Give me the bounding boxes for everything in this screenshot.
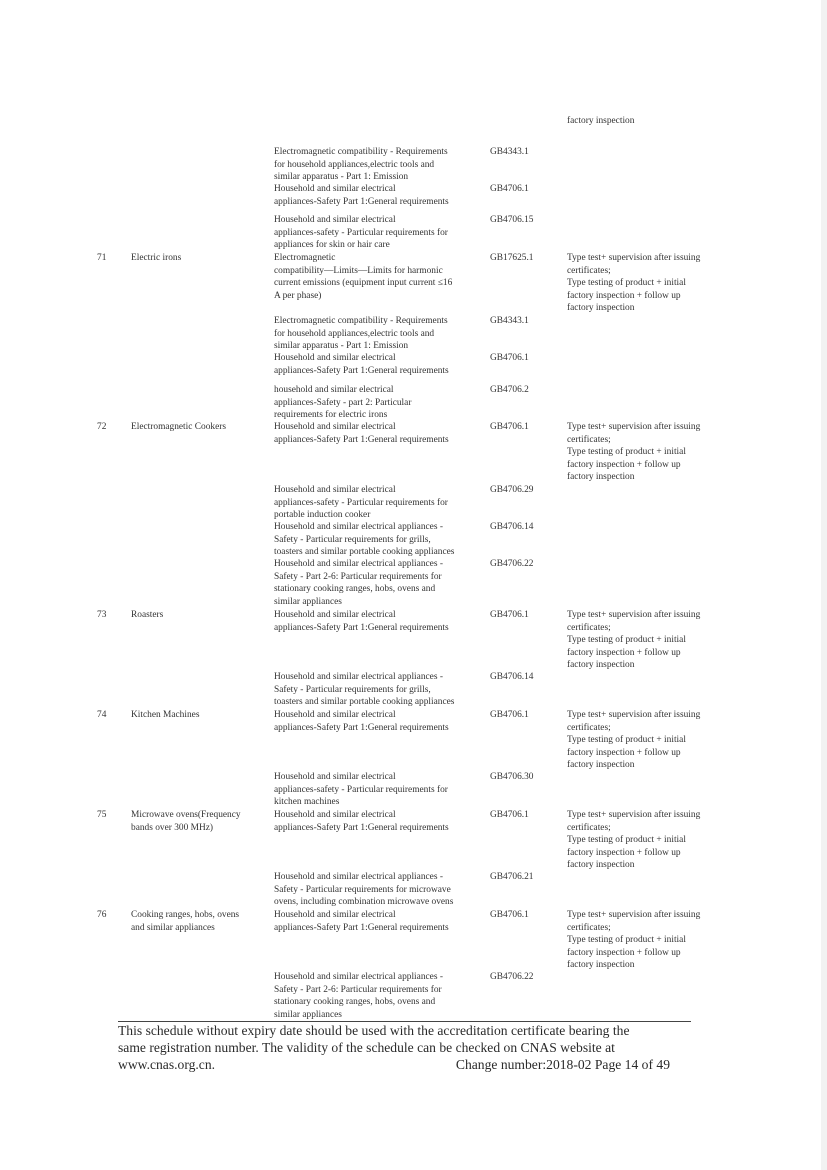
certification-rule: Type test+ supervision after issuing certificates; Type testing of product + initial factory inspection + follow up factory inspection: [567, 422, 701, 482]
change-number: 2018-02: [546, 1057, 592, 1072]
standard-title: Household and similar electrical appliances-Safety Part 1:General requirements: [274, 353, 449, 376]
standard-code: GB4706.1: [490, 610, 529, 620]
footer-line-1: This schedule without expiry date should be used with the accreditation certificate bearing the: [118, 1023, 630, 1038]
standard-title: Household and similar electrical appliances-safety - Particular requirements for appliances for skin or hair care: [274, 215, 448, 250]
standard-code: GB4706.1: [490, 422, 529, 432]
footer-change-info: [456, 1056, 670, 1073]
standard-title: Household and similar electrical appliances - Safety - Particular requirements for grills, toasters and similar portable cooking appliances: [274, 672, 455, 707]
row-number: 72: [97, 422, 107, 432]
standard-code: GB4706.1: [490, 353, 529, 363]
standard-code: GB4706.15: [490, 215, 534, 225]
page-edge: [821, 0, 827, 1170]
certification-rule: Type test+ supervision after issuing certificates; Type testing of product + initial factory inspection + follow up factory inspection: [567, 710, 701, 770]
standard-title: Household and similar electrical appliances - Safety - Particular requirements for grills, toasters and similar portable cooking appliances: [274, 522, 455, 557]
certification-rule: Type test+ supervision after issuing certificates; Type testing of product + initial factory inspection + follow up factory inspection: [567, 810, 701, 870]
standard-code: GB4706.21: [490, 872, 534, 882]
standard-title: Electromagnetic compatibility - Requirements for household appliances,electric tools and similar apparatus - Part 1: Emission: [274, 316, 448, 351]
standard-title: Household and similar electrical appliances-Safety Part 1:General requirements: [274, 610, 449, 633]
product-name: Microwave ovens(Frequency bands over 300 MHz): [131, 810, 241, 833]
standard-title: Electromagnetic compatibility - Requirements for household appliances,electric tools and similar apparatus - Part 1: Emission: [274, 147, 448, 182]
standard-title: Household and similar electrical appliances - Safety - Particular requirements for microwave ovens, including combination microwave ovens: [274, 872, 454, 907]
standard-title: Electromagnetic compatibility—Limits—Limits for harmonic current emissions (equipment input current ≤16 A per phase): [274, 253, 453, 301]
product-name: Electromagnetic Cookers: [131, 422, 227, 432]
product-name: Roasters: [131, 610, 164, 620]
standard-title: Household and similar electrical appliances-Safety Part 1:General requirements: [274, 422, 449, 445]
row-number: 74: [97, 710, 107, 720]
standard-code: GB4706.14: [490, 522, 534, 532]
standard-code: GB17625.1: [490, 253, 534, 263]
standard-code: GB4706.1: [490, 910, 529, 920]
row-number: 73: [97, 610, 107, 620]
row-number: 75: [97, 810, 107, 820]
standard-title: Household and similar electrical appliances - Safety - Part 2-6: Particular requirements for stationary cooking ranges, hobs, ovens and similar appliances: [274, 559, 443, 607]
footer-website: www.cnas.org.cn.: [118, 1057, 216, 1072]
certification-rule: Type test+ supervision after issuing certificates; Type testing of product + initial factory inspection + follow up factory inspection: [567, 610, 701, 670]
standard-title: Household and similar electrical appliances-Safety Part 1:General requirements: [274, 710, 449, 733]
page-number: Page 14 of 49: [594, 1057, 670, 1072]
standard-code: GB4706.22: [490, 972, 534, 982]
certification-rule: Type test+ supervision after issuing certificates; Type testing of product + initial factory inspection + follow up factory inspection: [567, 910, 701, 970]
row-number: 71: [97, 253, 107, 263]
footer-line-2: same registration number. The validity of the schedule can be checked on CNAS website at: [118, 1040, 615, 1055]
standard-code: GB4706.2: [490, 385, 529, 395]
standard-code: GB4706.1: [490, 710, 529, 720]
standard-code: GB4706.1: [490, 184, 529, 194]
product-name: Electric irons: [131, 253, 182, 263]
standard-title: Household and similar electrical appliances - Safety - Part 2-6: Particular requirements for stationary cooking ranges, hobs, ovens and similar appliances: [274, 972, 443, 1020]
standard-code: GB4343.1: [490, 316, 529, 326]
standard-title: Household and similar electrical appliances-Safety Part 1:General requirements: [274, 910, 449, 933]
footer: [118, 1022, 678, 1073]
standard-code: GB4706.29: [490, 485, 534, 495]
standard-title: Household and similar electrical appliances-safety - Particular requirements for kitchen machines: [274, 772, 448, 807]
row-number: 76: [97, 910, 107, 920]
standard-title: household and similar electrical appliances-Safety - part 2: Particular requirements for electric irons: [274, 385, 412, 420]
footer-line-3: [118, 1056, 670, 1073]
standard-title: Household and similar electrical appliances-Safety Part 1:General requirements: [274, 184, 449, 207]
product-name: Kitchen Machines: [131, 710, 200, 720]
standard-code: GB4706.1: [490, 810, 529, 820]
header-note: factory inspection: [567, 116, 635, 126]
standard-code: GB4706.22: [490, 559, 534, 569]
change-number-label: Change number:: [455, 1057, 547, 1072]
standard-code: GB4706.14: [490, 672, 534, 682]
certification-rule: Type test+ supervision after issuing certificates; Type testing of product + initial factory inspection + follow up factory inspection: [567, 253, 701, 313]
standard-title: Household and similar electrical appliances-Safety Part 1:General requirements: [274, 810, 449, 833]
standard-title: Household and similar electrical appliances-safety - Particular requirements for portable induction cooker: [274, 485, 448, 520]
product-name: Cooking ranges, hobs, ovens and similar appliances: [131, 910, 240, 933]
standard-code: GB4706.30: [490, 772, 534, 782]
standard-code: GB4343.1: [490, 147, 529, 157]
